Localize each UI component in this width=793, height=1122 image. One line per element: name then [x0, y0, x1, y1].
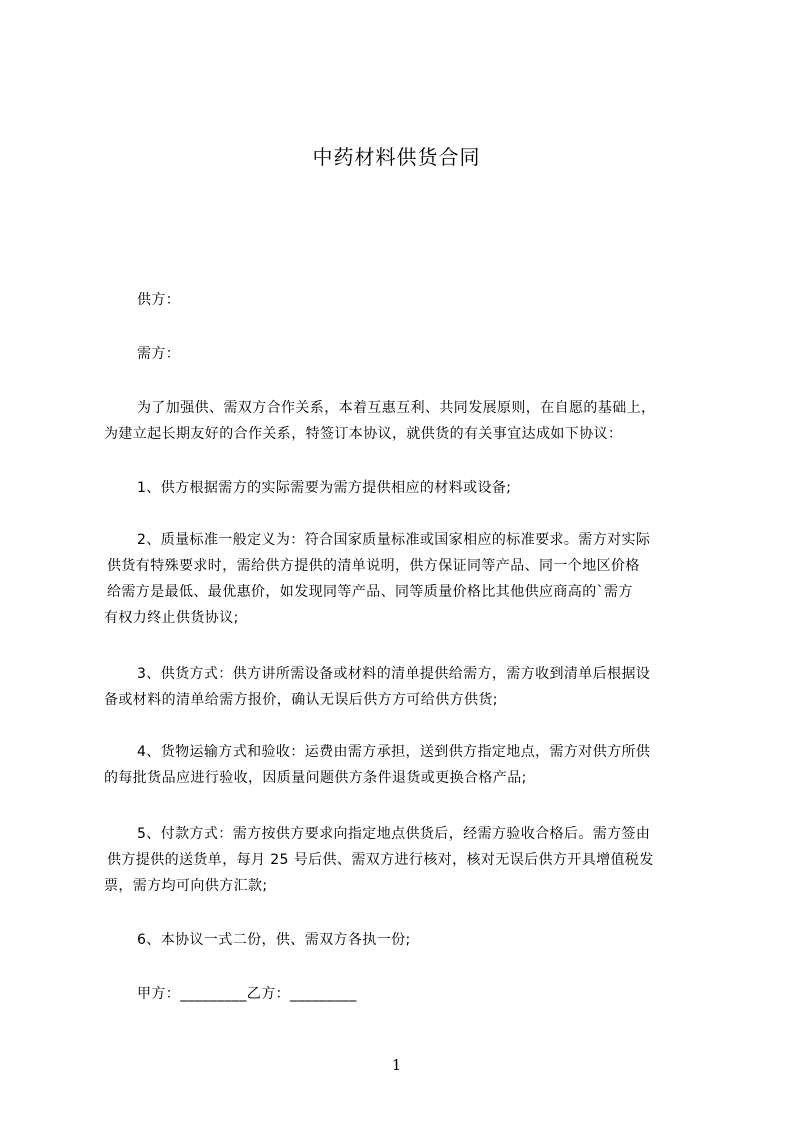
clause-5-line-3: 票，需方均可向供方汇款;	[104, 878, 268, 894]
clause-5-line-1: 5、付款方式：需方按供方要求向指定地点供货后，经需方验收合格后。需方签由	[137, 826, 651, 842]
document-title: 中药材料供货合同	[312, 145, 481, 169]
signature-line: 甲方：_________乙方：_________	[137, 986, 357, 1002]
clause-4-line-2: 的每批货品应进行验收，因质量问题供方条件退货或更换合格产品;	[104, 770, 527, 786]
supplier-label: 供方：	[137, 292, 181, 308]
clause-3-line-1: 3、供货方式：供方讲所需设备或材料的清单提供给需方，需方收到清单后根据设	[137, 666, 651, 682]
intro-line-1: 为了加强供、需双方合作关系，本着互惠互利、共同发展原则，在自愿的基础上，	[137, 400, 656, 416]
buyer-label: 需方：	[137, 346, 181, 362]
clause-2-line-4: 有权力终止供货协议;	[104, 610, 239, 626]
page-number: 1	[391, 1056, 402, 1074]
clause-2-line-3: 给需方是最低、最优惠价，如发现同等产品、同等质量价格比其他供应商高的`需方	[107, 584, 633, 600]
clause-2-line-1: 2、质量标准一般定义为：符合国家质量标准或国家相应的标准要求。需方对实际	[137, 532, 651, 548]
intro-line-2: 为建立起长期友好的合作关系，特签订本协议，就供货的有关事宜达成如下协议：	[104, 426, 623, 442]
clause-2-line-2: 供货有特殊要求时，需给供方提供的清单说明，供方保证同等产品、同一个地区价格	[107, 558, 640, 574]
clause-6-line-1: 6、本协议一式二份，供、需双方各执一份;	[137, 932, 411, 948]
clause-4-line-1: 4、货物运输方式和验收：运费由需方承担，送到供方指定地点，需方对供方所供	[137, 744, 651, 760]
clause-5-line-2: 供方提供的送货单，每月 25 号后供、需双方进行核对，核对无误后供方开具增值税发	[107, 852, 654, 868]
clause-1-line-1: 1、供方根据需方的实际需要为需方提供相应的材料或设备;	[137, 480, 512, 496]
clause-3-line-2: 备或材料的清单给需方报价，确认无误后供方方可给供方供货;	[104, 692, 498, 708]
